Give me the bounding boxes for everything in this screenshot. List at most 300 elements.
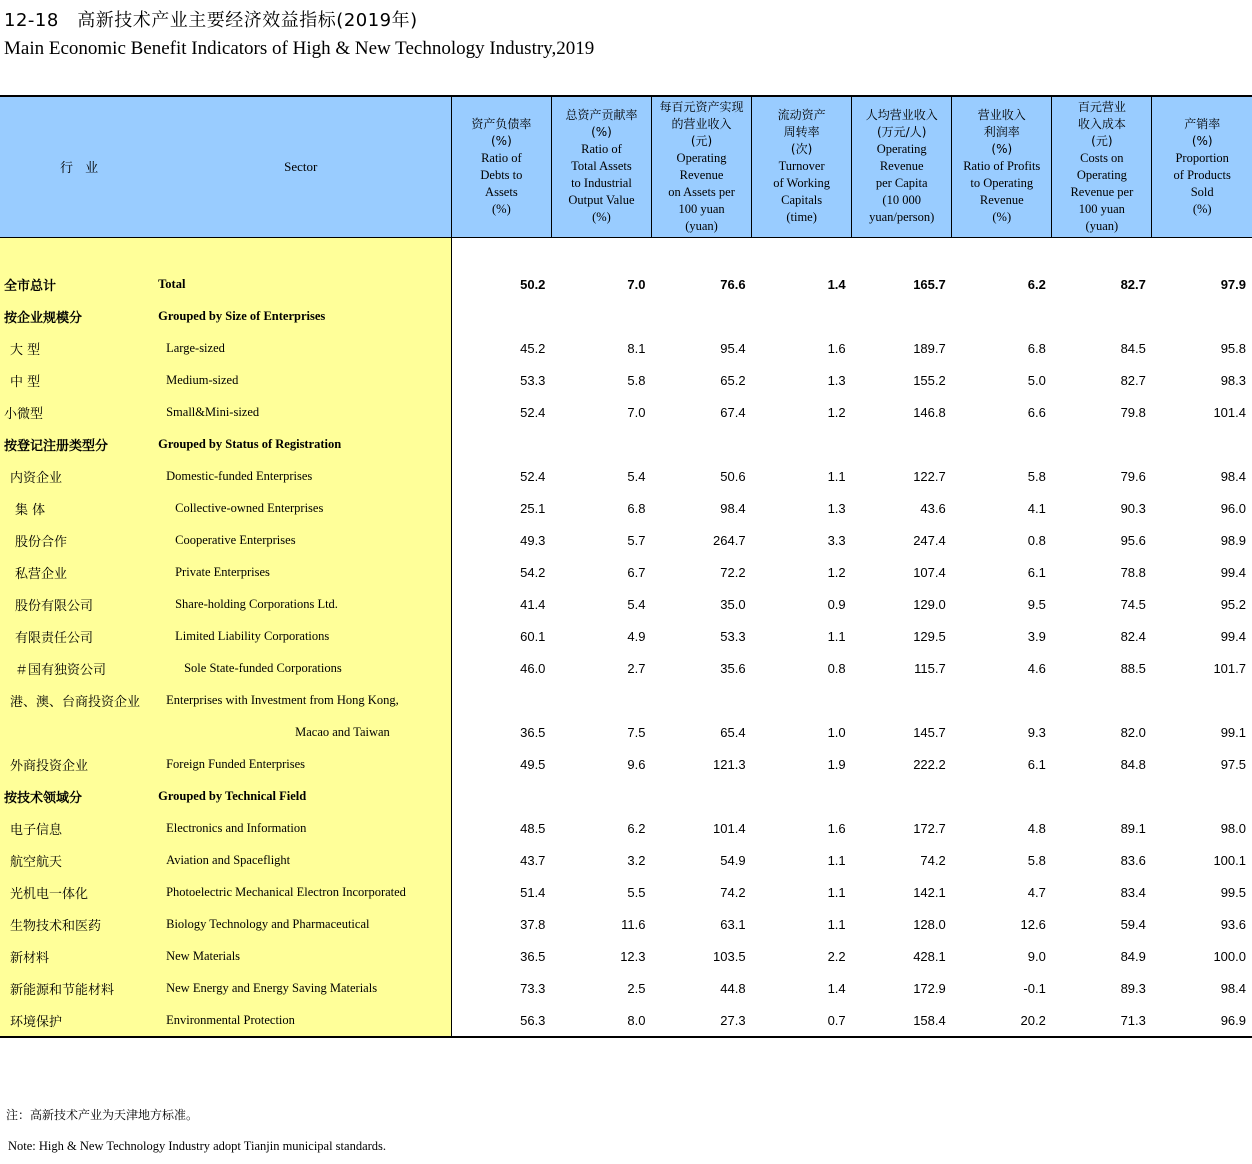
sector-name-en: Domestic-funded Enterprises <box>150 460 451 492</box>
value-cell: 56.3 <box>451 1004 551 1037</box>
value-cell: 98.4 <box>1220 468 1246 484</box>
value-cell: 89.3 <box>1120 980 1146 996</box>
sector-name-en: Cooperative Enterprises <box>150 524 451 556</box>
value-cell: 7.0 <box>627 404 646 420</box>
value-cell: 74.2 <box>920 852 946 868</box>
value-cell: 6.8 <box>1027 340 1046 356</box>
value-cell: 35.6 <box>720 660 746 676</box>
sector-name-cn: 新材料 <box>0 940 150 972</box>
value-cell <box>1052 428 1152 460</box>
header-label-cn: 产销率 <box>1184 116 1221 131</box>
value-cell: 145.7 <box>913 724 946 740</box>
value-cell: 45.2 <box>520 340 546 356</box>
value-cell: 6.2 <box>1027 276 1046 292</box>
value-cell: 46.0 <box>520 660 546 676</box>
value-cell: 71.3 <box>1052 1004 1152 1037</box>
header-label-en: Assets <box>485 184 518 199</box>
sector-name-cn: 大 型 <box>0 332 150 364</box>
header-label-en: Costs on <box>1080 150 1124 165</box>
value-cell: 428.1 <box>913 948 946 964</box>
value-cell: 6.7 <box>627 564 646 580</box>
value-cell: 1.1 <box>827 916 846 932</box>
value-cell: 5.5 <box>627 884 646 900</box>
value-cell <box>451 300 551 332</box>
value-cell: 35.0 <box>720 596 746 612</box>
table-row <box>0 300 1252 332</box>
header-label-en: to Industrial <box>571 176 632 191</box>
value-cell: 52.4 <box>520 404 546 420</box>
sector-name-cn: 按企业规模分 <box>0 300 150 332</box>
value-cell: 4.9 <box>627 628 646 644</box>
value-cell: 65.4 <box>720 724 746 740</box>
sector-name-cn: 按登记注册类型分 <box>0 428 150 460</box>
value-cell <box>551 428 651 460</box>
value-cell: 2.5 <box>627 980 646 996</box>
value-cell: 4.8 <box>1027 820 1046 836</box>
value-cell <box>1052 780 1152 812</box>
value-cell: 4.7 <box>1027 884 1046 900</box>
value-cell: 95.6 <box>1120 532 1146 548</box>
value-cell: 52.4 <box>520 468 546 484</box>
value-cell: 41.4 <box>520 596 546 612</box>
value-cell: 1.4 <box>827 276 846 292</box>
header-label-en: Debts to <box>480 167 523 182</box>
sector-name-en: Grouped by Status of Registration <box>150 428 451 460</box>
value-cell: 93.6 <box>1220 916 1246 932</box>
sector-name-en: Foreign Funded Enterprises <box>150 748 451 780</box>
value-cell: 8.1 <box>627 340 646 356</box>
value-cell <box>1052 684 1152 716</box>
value-cell: 9.5 <box>1027 596 1046 612</box>
value-cell: 172.7 <box>913 820 946 836</box>
value-cell: 1.1 <box>827 468 846 484</box>
header-label-en: Revenue <box>679 167 724 182</box>
value-cell: 82.4 <box>1120 628 1146 644</box>
table-row <box>0 620 1252 652</box>
value-cell: 97.9 <box>1220 276 1246 292</box>
value-cell: 27.3 <box>652 1004 752 1037</box>
value-cell: 1.2 <box>827 564 846 580</box>
value-cell: 36.5 <box>520 724 546 740</box>
value-cell: 99.5 <box>1220 884 1246 900</box>
value-cell: 43.7 <box>520 852 546 868</box>
sector-name-cn: 按技术领域分 <box>0 780 150 812</box>
header-label-cn: 的营业收入 <box>671 116 732 131</box>
value-cell: 101.4 <box>713 820 746 836</box>
value-cell: 6.1 <box>1027 756 1046 772</box>
value-cell: 82.7 <box>1120 276 1146 292</box>
value-cell: 98.9 <box>1220 532 1246 548</box>
value-cell: 158.4 <box>852 1004 952 1037</box>
value-cell: 9.3 <box>1027 724 1046 740</box>
value-cell: 101.4 <box>1213 404 1246 420</box>
value-cell: 128.0 <box>913 916 946 932</box>
value-cell: 6.1 <box>1027 564 1046 580</box>
header-label-en: Ratio of Profits <box>963 159 1041 174</box>
sector-name-en: Macao and Taiwan <box>150 716 451 748</box>
header-label-cn: 周转率 <box>783 125 820 140</box>
value-cell: 54.2 <box>520 564 546 580</box>
value-cell: 129.0 <box>913 596 946 612</box>
value-cell: 0.8 <box>1027 532 1046 548</box>
value-cell: 0.9 <box>827 596 846 612</box>
sector-name-en: Small&Mini-sized <box>150 396 451 428</box>
sector-name-cn: 中 型 <box>0 364 150 396</box>
header-label-en: 100 yuan <box>678 201 725 216</box>
table-row <box>0 844 1252 876</box>
value-cell: 20.2 <box>952 1004 1052 1037</box>
value-cell <box>1052 300 1152 332</box>
value-cell: 1.0 <box>827 724 846 740</box>
header-label-en: (yuan) <box>1085 218 1119 233</box>
value-cell <box>852 780 952 812</box>
value-cell: 6.6 <box>1027 404 1046 420</box>
value-cell <box>952 300 1052 332</box>
value-cell: 5.8 <box>1027 468 1046 484</box>
value-cell: 2.2 <box>827 948 846 964</box>
value-cell: 72.2 <box>720 564 746 580</box>
value-cell: 1.3 <box>827 500 846 516</box>
value-cell: 222.2 <box>913 756 946 772</box>
header-label-en: Operating <box>1076 167 1127 182</box>
value-cell: 11.6 <box>621 916 646 932</box>
value-cell: 6.2 <box>627 820 646 836</box>
header-label-en: Revenue per <box>1070 184 1134 199</box>
value-cell: 98.3 <box>1220 372 1246 388</box>
value-cell: 189.7 <box>913 340 946 356</box>
value-cell: 1.6 <box>827 820 846 836</box>
value-cell <box>652 428 752 460</box>
header-label-en: Output Value <box>568 193 635 208</box>
header-label-cn: 总资产贡献率 <box>565 108 638 123</box>
value-cell: 1.6 <box>827 340 846 356</box>
value-cell: 37.8 <box>520 916 546 932</box>
value-cell: 1.1 <box>827 628 846 644</box>
table-row <box>0 908 1252 940</box>
sector-name-cn: 航空航天 <box>0 844 150 876</box>
value-cell: 12.6 <box>1020 916 1046 932</box>
header-label-cn: (%) <box>491 133 512 148</box>
value-cell: 59.4 <box>1120 916 1146 932</box>
value-cell: 79.8 <box>1120 404 1146 420</box>
sector-name-en: Private Enterprises <box>150 556 451 588</box>
value-cell: 97.5 <box>1220 756 1246 772</box>
value-cell: 98.4 <box>1220 980 1246 996</box>
value-cell: 82.7 <box>1120 372 1146 388</box>
value-cell: 90.3 <box>1120 500 1146 516</box>
value-cell: 5.8 <box>1027 852 1046 868</box>
value-cell: 1.4 <box>827 980 846 996</box>
header-label-en: to Operating <box>970 176 1034 191</box>
header-profit-ratio <box>952 96 1052 237</box>
value-cell <box>1152 300 1252 332</box>
value-cell: 129.5 <box>913 628 946 644</box>
statistics-table-container <box>0 95 1252 1068</box>
footnote-chinese: 注：高新技术产业为天津地方标准。 <box>6 1108 199 1122</box>
sector-name-en: Sole State-funded Corporations <box>150 652 451 684</box>
value-cell: 88.5 <box>1120 660 1146 676</box>
sector-name-en: Photoelectric Mechanical Electron Incorporated <box>150 876 451 908</box>
header-label-en: on Assets per <box>668 184 735 199</box>
value-cell: 100.0 <box>1213 948 1246 964</box>
sector-name-en: Share-holding Corporations Ltd. <box>150 588 451 620</box>
value-cell: 73.3 <box>520 980 546 996</box>
value-cell: 49.5 <box>520 756 546 772</box>
header-label-en: (time) <box>786 210 817 225</box>
header-label-en: (yuan) <box>685 218 718 233</box>
table-row <box>0 812 1252 844</box>
header-label-en: (%) <box>992 210 1012 225</box>
value-cell: 4.6 <box>1027 660 1046 676</box>
value-cell: 99.4 <box>1220 564 1246 580</box>
header-label-en: Total Assets <box>571 159 632 174</box>
value-cell: 98.4 <box>720 500 746 516</box>
value-cell: 95.2 <box>1220 596 1246 612</box>
sector-name-en: Total <box>150 268 451 300</box>
value-cell: 51.4 <box>520 884 546 900</box>
value-cell: 172.9 <box>913 980 946 996</box>
value-cell <box>652 684 752 716</box>
header-label-cn: (元) <box>690 133 713 148</box>
header-label-en: Ratio of <box>481 150 522 165</box>
table-row <box>0 524 1252 556</box>
value-cell <box>451 428 551 460</box>
value-cell: 1.1 <box>827 884 846 900</box>
value-cell: 264.7 <box>713 532 746 548</box>
table-row <box>0 876 1252 908</box>
value-cell <box>852 428 952 460</box>
header-products-sold-ratio <box>1152 96 1252 237</box>
value-cell: 3.3 <box>827 532 846 548</box>
value-cell <box>1152 428 1252 460</box>
header-label-en: Capitals <box>781 193 823 208</box>
header-label-cn: (%) <box>1191 133 1213 148</box>
sector-name-en: New Energy and Energy Saving Materials <box>150 972 451 1004</box>
value-cell: 121.3 <box>713 756 746 772</box>
economic-indicators-table <box>0 95 1252 1038</box>
sector-name-cn: 股份有限公司 <box>0 588 150 620</box>
sector-name-cn: 生物技术和医药 <box>0 908 150 940</box>
value-cell: 99.4 <box>1220 628 1246 644</box>
sector-name-en: Environmental Protection <box>150 1004 451 1037</box>
table-title-chinese: 12-18 高新技术产业主要经济效益指标(2019年) <box>4 10 418 31</box>
sector-name-en: Biology Technology and Pharmaceutical <box>150 908 451 940</box>
header-label-en: per Capita <box>875 176 928 191</box>
table-row <box>0 972 1252 1004</box>
table-title-english: Main Economic Benefit Indicators of High & New Technology Industry,2019 <box>4 38 595 59</box>
value-cell: 5.7 <box>627 532 646 548</box>
value-cell: 84.5 <box>1120 340 1146 356</box>
sector-name-cn: ＃国有独资公司 <box>0 652 150 684</box>
table-row <box>0 364 1252 396</box>
value-cell <box>1152 684 1252 716</box>
sector-name-cn: 私营企业 <box>0 556 150 588</box>
value-cell: 60.1 <box>520 628 546 644</box>
value-cell: 3.2 <box>627 852 646 868</box>
header-row <box>0 96 1252 237</box>
header-label-en: (%) <box>592 210 611 225</box>
value-cell: 95.4 <box>720 340 746 356</box>
value-cell: 76.6 <box>720 276 746 292</box>
header-label-cn: 人均营业收入 <box>865 108 938 123</box>
header-label-cn: (%) <box>591 125 612 140</box>
header-label-en: Operating <box>676 150 727 165</box>
value-cell: 122.7 <box>913 468 946 484</box>
table-body <box>0 237 1252 1037</box>
header-label-en: of Products <box>1173 167 1231 182</box>
value-cell <box>952 780 1052 812</box>
value-cell: 43.6 <box>920 500 946 516</box>
value-cell <box>652 780 752 812</box>
sector-name-en: Aviation and Spaceflight <box>150 844 451 876</box>
header-label-en: Turnover <box>778 159 825 174</box>
value-cell <box>551 300 651 332</box>
value-cell <box>551 780 651 812</box>
value-cell: 6.8 <box>627 500 646 516</box>
header-sector-en: Sector <box>150 96 451 237</box>
table-row <box>0 716 1252 748</box>
sector-name-en: Grouped by Technical Field <box>150 780 451 812</box>
header-label-cn: (万元/人) <box>876 125 927 140</box>
value-cell: 48.5 <box>520 820 546 836</box>
header-label-en: (%) <box>1192 201 1212 216</box>
value-cell <box>752 428 852 460</box>
value-cell: 25.1 <box>520 500 546 516</box>
value-cell: -0.1 <box>1023 980 1046 996</box>
value-cell: 7.5 <box>627 724 646 740</box>
header-label-cn: 百元营业 <box>1077 99 1126 114</box>
header-label-cn: 流动资产 <box>777 108 826 123</box>
header-label-cn: (元) <box>1091 133 1113 148</box>
table-spacer-row <box>0 237 1252 268</box>
header-label-en: yuan/person) <box>869 210 935 225</box>
header-label-en: Revenue <box>879 159 924 174</box>
sector-name-cn: 有限责任公司 <box>0 620 150 652</box>
sector-name-cn: 环境保护 <box>0 1004 150 1037</box>
value-cell: 165.7 <box>913 276 946 292</box>
sector-name-en: Grouped by Size of Enterprises <box>150 300 451 332</box>
value-cell: 5.0 <box>1027 372 1046 388</box>
value-cell: 83.4 <box>1120 884 1146 900</box>
value-cell: 0.8 <box>827 660 846 676</box>
table-row <box>0 748 1252 780</box>
header-working-capital-turnover <box>752 96 852 237</box>
value-cell: 53.3 <box>720 628 746 644</box>
table-row <box>0 652 1252 684</box>
table-row <box>0 332 1252 364</box>
value-cell <box>451 684 551 716</box>
sector-name-en: Limited Liability Corporations <box>150 620 451 652</box>
sector-name-cn: 内资企业 <box>0 460 150 492</box>
value-cell: 98.0 <box>1220 820 1246 836</box>
value-cell: 78.8 <box>1120 564 1146 580</box>
value-cell <box>952 428 1052 460</box>
value-cell: 12.3 <box>620 948 646 964</box>
table-row <box>0 1004 1252 1037</box>
header-debt-ratio <box>451 96 551 237</box>
value-cell: 74.2 <box>720 884 746 900</box>
value-cell: 7.0 <box>627 276 646 292</box>
header-asset-contribution <box>551 96 651 237</box>
value-cell: 74.5 <box>1120 596 1146 612</box>
sector-name-cn: 集 体 <box>0 492 150 524</box>
header-sector-cn: 行 业 <box>0 96 150 237</box>
header-label-cn: 利润率 <box>983 125 1020 140</box>
sector-name-cn: 小微型 <box>0 396 150 428</box>
header-label-en: (10 000 <box>882 193 921 208</box>
sector-name-en: Medium-sized <box>150 364 451 396</box>
header-label-en: Sold <box>1190 184 1214 199</box>
table-row <box>0 460 1252 492</box>
value-cell: 107.4 <box>913 564 946 580</box>
value-cell <box>852 300 952 332</box>
header-label-en: Operating <box>876 142 927 157</box>
value-cell: 99.1 <box>1220 724 1246 740</box>
value-cell: 101.7 <box>1213 660 1246 676</box>
value-cell: 49.3 <box>520 532 546 548</box>
sector-name-en: Electronics and Information <box>150 812 451 844</box>
sector-name-cn: 新能源和节能材料 <box>0 972 150 1004</box>
value-cell: 1.3 <box>827 372 846 388</box>
value-cell: 50.6 <box>720 468 746 484</box>
value-cell: 53.3 <box>520 372 546 388</box>
table-row <box>0 492 1252 524</box>
value-cell: 63.1 <box>720 916 746 932</box>
header-revenue-per-capita <box>852 96 952 237</box>
sector-name-cn: 光机电一体化 <box>0 876 150 908</box>
header-label-cn: 每百元资产实现 <box>659 99 744 114</box>
value-cell: 4.1 <box>1027 500 1046 516</box>
value-cell: 96.0 <box>1220 500 1246 516</box>
header-label-en: of Working <box>773 176 830 191</box>
value-cell: 115.7 <box>914 660 946 676</box>
value-cell: 1.9 <box>827 756 846 772</box>
header-label-en: Ratio of <box>581 142 622 157</box>
value-cell: 65.2 <box>720 372 746 388</box>
value-cell: 95.8 <box>1220 340 1246 356</box>
header-label-en: 100 yuan <box>1078 201 1125 216</box>
sector-name-cn: 电子信息 <box>0 812 150 844</box>
value-cell <box>752 300 852 332</box>
value-cell: 82.0 <box>1120 724 1146 740</box>
value-cell: 5.4 <box>627 468 646 484</box>
sector-name-cn: 港、澳、台商投资企业 <box>0 684 150 716</box>
value-cell: 5.4 <box>627 596 646 612</box>
table-row <box>0 780 1252 812</box>
value-cell: 1.1 <box>827 852 846 868</box>
value-cell: 84.8 <box>1120 756 1146 772</box>
sector-name-cn <box>0 716 150 748</box>
footnote-english: Note: High & New Technology Industry adopt Tianjin municipal standards. <box>8 1139 387 1153</box>
value-cell: 5.8 <box>627 372 646 388</box>
value-cell: 9.0 <box>1027 948 1046 964</box>
value-cell: 103.5 <box>713 948 746 964</box>
header-label-cn: (%) <box>991 142 1013 157</box>
header-label-en: Proportion <box>1175 150 1229 165</box>
value-cell: 36.5 <box>520 948 546 964</box>
value-cell: 9.6 <box>627 756 646 772</box>
value-cell <box>1152 780 1252 812</box>
value-cell: 84.9 <box>1120 948 1146 964</box>
value-cell <box>451 780 551 812</box>
value-cell: 50.2 <box>520 276 546 292</box>
value-cell: 0.7 <box>752 1004 852 1037</box>
value-cell: 100.1 <box>1213 852 1246 868</box>
sector-name-en: New Materials <box>150 940 451 972</box>
header-label-cn: 营业收入 <box>977 108 1026 123</box>
value-cell: 247.4 <box>913 532 946 548</box>
value-cell: 54.9 <box>720 852 746 868</box>
